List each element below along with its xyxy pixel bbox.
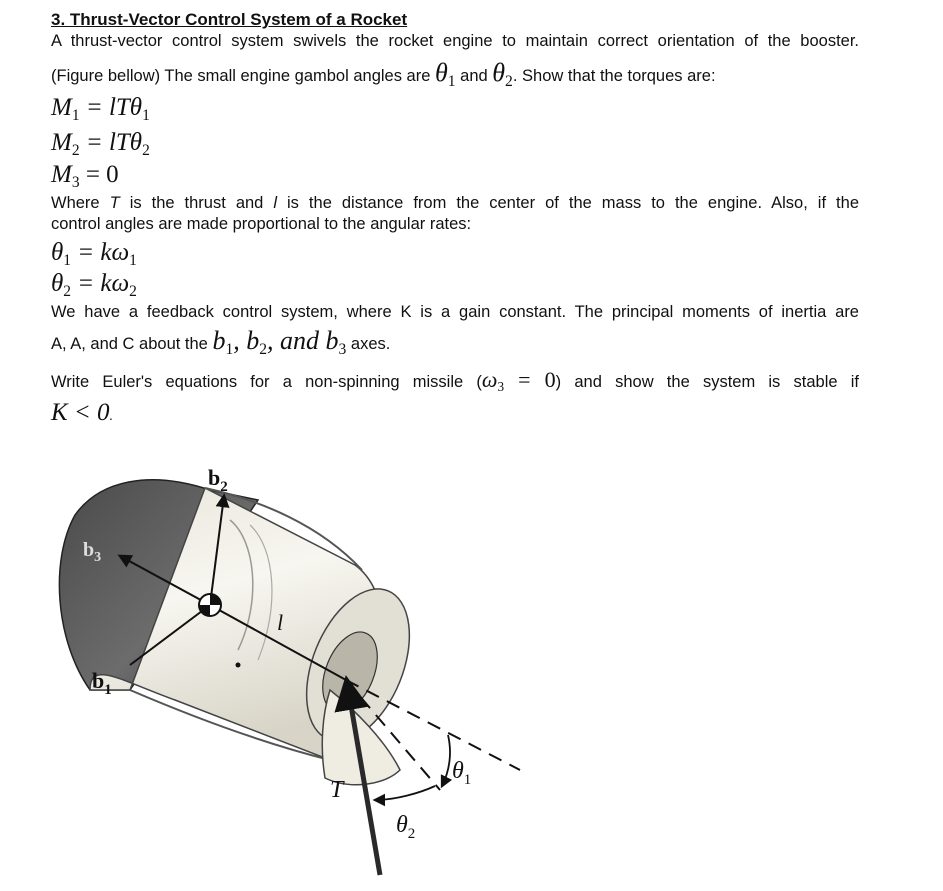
eq-sub: 2 bbox=[63, 282, 72, 300]
gimbal-text-b: . Show that the torques are: bbox=[512, 67, 716, 85]
eq-rhs: = 0 bbox=[79, 161, 119, 188]
eq-sub: 3 bbox=[71, 173, 80, 191]
eq-lhs: θ bbox=[51, 239, 64, 266]
b3-label: $b_3$ bbox=[83, 539, 102, 565]
euler-text-b: ) and show the system is stable if bbox=[555, 373, 859, 391]
eq-rhs: = lTθ bbox=[79, 129, 143, 156]
theta2-label: $\theta_2$ bbox=[396, 812, 416, 842]
feedback-line: We have a feedback control system, where K is a gain constant. The principal moments of inertia are bbox=[51, 303, 859, 321]
where-text: Where bbox=[51, 194, 110, 212]
b-sub: 1 bbox=[225, 340, 234, 358]
theta-symbol: θ bbox=[434, 58, 448, 87]
eq-lhs: M bbox=[51, 161, 72, 188]
theta1-arc bbox=[442, 735, 450, 786]
problem-title: 3. Thrust-Vector Control System of a Rocket bbox=[51, 10, 408, 29]
axes-word: axes. bbox=[346, 335, 391, 353]
theta1-label: $\theta_1$ bbox=[452, 758, 472, 788]
eq-rhs-sub: 2 bbox=[142, 141, 150, 159]
k-condition: K < 0 bbox=[51, 399, 110, 426]
b1-label: $b_1$ bbox=[92, 668, 112, 698]
theta2-arc bbox=[375, 786, 435, 800]
theta-symbol: θ bbox=[492, 58, 506, 87]
eq-rhs: = kω bbox=[71, 270, 130, 297]
distance-text: is the distance from the center of the mass to the engine. Also, if the bbox=[277, 194, 859, 212]
body-dot bbox=[236, 663, 241, 668]
eq-sub: 2 bbox=[71, 141, 80, 159]
eq-lhs: θ bbox=[51, 270, 64, 297]
T-label: T bbox=[330, 777, 344, 803]
b-sub: 2 bbox=[259, 340, 268, 358]
inertia-prefix: A, A, and C about the bbox=[51, 335, 213, 353]
eq-sub: 1 bbox=[63, 251, 72, 269]
eq-rhs: = lTθ bbox=[79, 94, 143, 121]
eq-lhs: M bbox=[51, 129, 72, 156]
eq-lhs: M bbox=[51, 94, 72, 121]
b2-label: $b_2$ bbox=[208, 465, 228, 495]
l-label: l bbox=[277, 610, 284, 635]
and-word: , and bbox=[267, 326, 326, 355]
length-symbol: l bbox=[273, 194, 278, 212]
intro-line: A thrust-vector control system swivels the rocket engine to maintain correct orientation of the booster. bbox=[51, 32, 859, 50]
euler-text-a: Write Euler's equations for a non-spinning missile ( bbox=[51, 373, 482, 391]
omega-symbol: ω bbox=[481, 367, 498, 392]
thrust-symbol: T bbox=[109, 194, 120, 212]
period: . bbox=[109, 409, 114, 424]
omega-sub: 3 bbox=[497, 379, 505, 395]
b-symbol: b bbox=[325, 326, 339, 355]
gimbal-text-a: (Figure bellow) The small engine gambol angles are bbox=[51, 67, 435, 85]
and-word: and bbox=[455, 67, 493, 85]
theta-sub: 1 bbox=[447, 72, 456, 90]
eq-rhs: = kω bbox=[71, 239, 130, 266]
b-sub: 3 bbox=[338, 340, 347, 358]
eq-rhs-sub: 2 bbox=[129, 282, 137, 300]
control-angles-line: control angles are made proportional to the angular rates: bbox=[51, 215, 472, 233]
eq-rhs-sub: 1 bbox=[129, 251, 137, 269]
eq-sub: 1 bbox=[71, 106, 80, 124]
b-symbol: b bbox=[212, 326, 226, 355]
is-thrust-text: is the thrust and bbox=[119, 194, 274, 212]
omega-eq: = 0 bbox=[504, 367, 556, 392]
eq-rhs-sub: 1 bbox=[142, 106, 150, 124]
b-symbol: b bbox=[246, 326, 260, 355]
axes-math: $b_1$, $b_2$, and $b_3$ bbox=[212, 326, 347, 358]
theta-sub: 2 bbox=[505, 72, 513, 90]
